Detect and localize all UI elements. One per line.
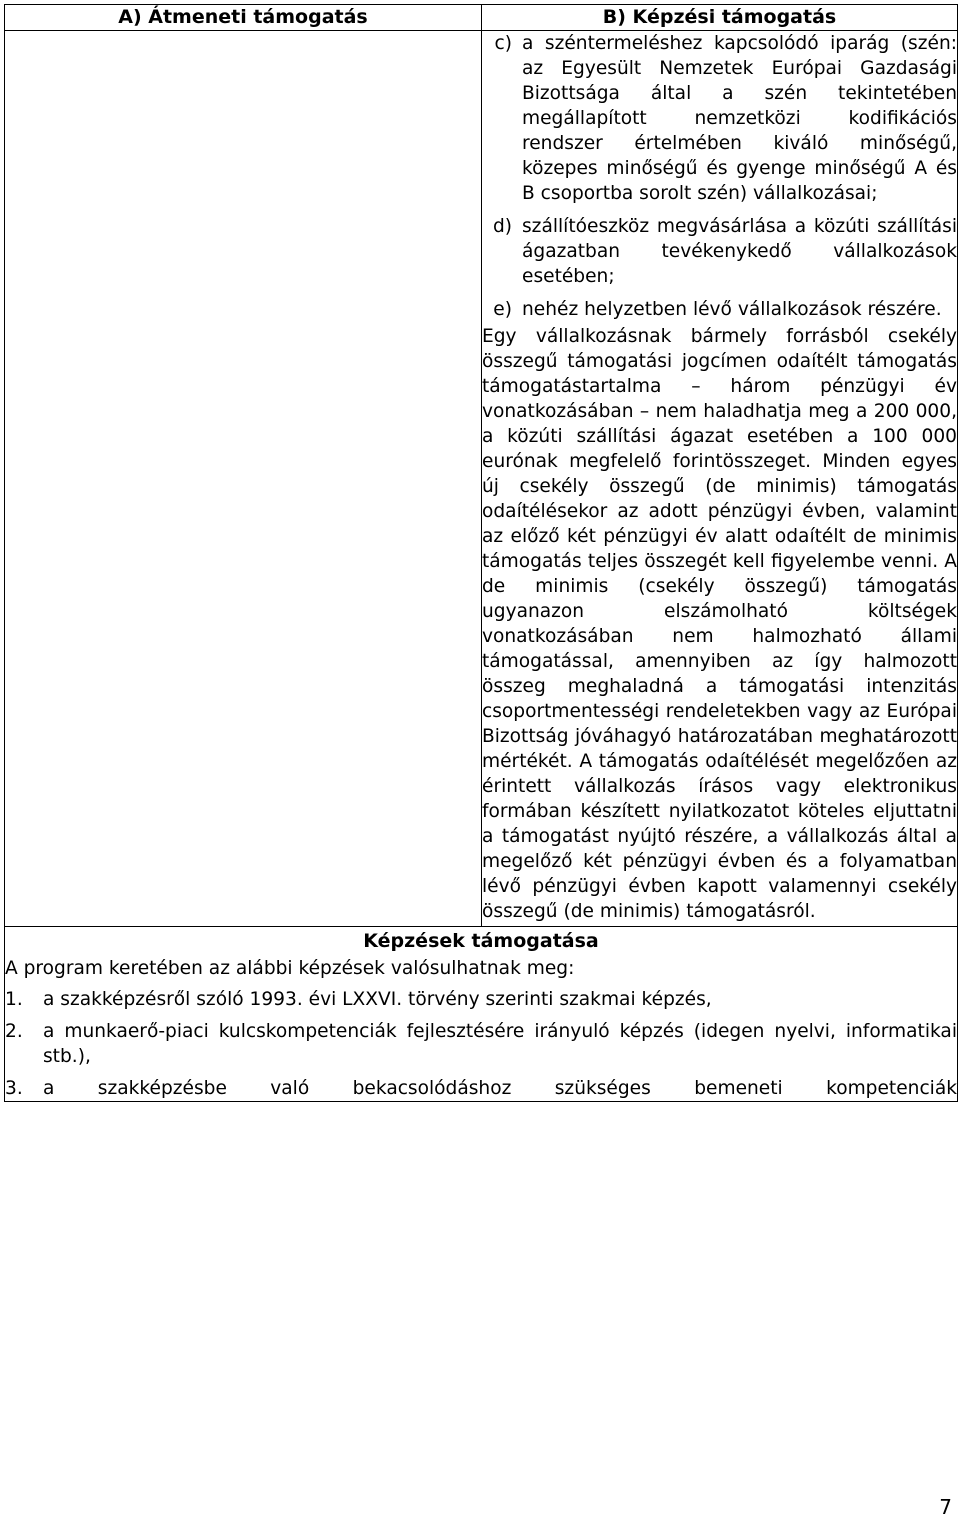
table-header-row bbox=[5, 5, 958, 31]
list-item bbox=[482, 214, 957, 289]
header-training-support: B) Képzési támogatás bbox=[482, 5, 958, 31]
de-minimis-paragraph: Egy vállalkozásnak bármely forrásból csekély összegű támogatási jogcímen odaítélt támogatás támogatástartalma – három pénzügyi év vonatkozásában – nem haladhatja meg a 200 000, a közúti szállítási ágazat esetében a 100 000 eurónak megfelelő forintösszeget. Minden egyes új csekély összegű (de minimis) támogatás odaítélésekor az adott pénzügyi évben, valamint az előző két pénzügyi év alatt odaítélt de minimis támogatás teljes összegét kell figyelembe venni. A de minimis (csekély összegű) támogatás ugyanazon elszámolható költségek vonatkozásában nem halmozható állami támogatással, amennyiben az így halmozott összeg meghaladná a támogatási intenzitás csoportmentességi rendeletekben vagy az Európai Bizottság jóváhagyó határozatában meghatározott mértékét. A támogatás odaítélését megelőzően az érintett vállalkozás írásos vagy elektronikus formában készített nyilatkozatot köteles eljuttatni a támogatást nyújtó részére, a vállalkozás által a megelőző két pénzügyi évben és a folyamatban lévő pénzügyi évben kapott valamennyi csekély összegű (de minimis) támogatásról. bbox=[482, 326, 957, 922]
section-intro: A program keretében az alábbi képzések valósulhatnak meg: bbox=[5, 958, 575, 979]
list-marker: 1. bbox=[5, 989, 23, 1010]
training-section-cell bbox=[5, 927, 958, 1102]
section-row bbox=[5, 927, 958, 1102]
list-marker: 2. bbox=[5, 1021, 23, 1042]
support-table bbox=[4, 4, 958, 1102]
list-text: szállítóeszköz megvásárlása a közúti szállítási ágazatban tevékenykedő vállalkozások esetében; bbox=[522, 216, 957, 287]
list-marker: d) bbox=[492, 216, 512, 237]
right-column-cell bbox=[482, 31, 958, 927]
list-text: a munkaerő-piaci kulcskompetenciák fejlesztésére irányuló képzés (idegen nyelvi, informatikai stb.), bbox=[43, 1021, 957, 1067]
list-item bbox=[482, 31, 957, 206]
list-item bbox=[5, 1076, 957, 1101]
page-number: 7 bbox=[939, 1495, 952, 1519]
left-column-cell bbox=[5, 31, 482, 927]
list-marker: e) bbox=[493, 299, 512, 320]
table-body-row bbox=[5, 31, 958, 927]
list-item bbox=[482, 297, 957, 322]
list-text: a szakképzésről szóló 1993. évi LXXVI. törvény szerinti szakmai képzés, bbox=[43, 989, 712, 1010]
list-item bbox=[5, 1019, 957, 1069]
list-text: a szakképzésbe való bekacsolódáshoz szükséges bemeneti kompetenciák bbox=[43, 1078, 957, 1099]
sector-list bbox=[482, 31, 957, 322]
list-marker: c) bbox=[494, 33, 512, 54]
list-item bbox=[5, 987, 957, 1012]
section-title: Képzések támogatása bbox=[363, 930, 599, 952]
header-transitional-support: A) Átmeneti támogatás bbox=[5, 5, 482, 31]
list-text: nehéz helyzetben lévő vállalkozások részére. bbox=[522, 299, 942, 320]
training-list bbox=[5, 987, 957, 1101]
list-marker: 3. bbox=[5, 1078, 23, 1099]
list-text: a széntermeléshez kapcsolódó iparág (szén: az Egyesült Nemzetek Európai Gazdasági Bizottsága által a szén tekintetében megállapított nemzetközi kodifikációs rendszer értelmében kiváló minőségű, közepes minőségű és gyenge minőségű A és B csoportba sorolt szén) vállalkozásai; bbox=[522, 33, 957, 204]
